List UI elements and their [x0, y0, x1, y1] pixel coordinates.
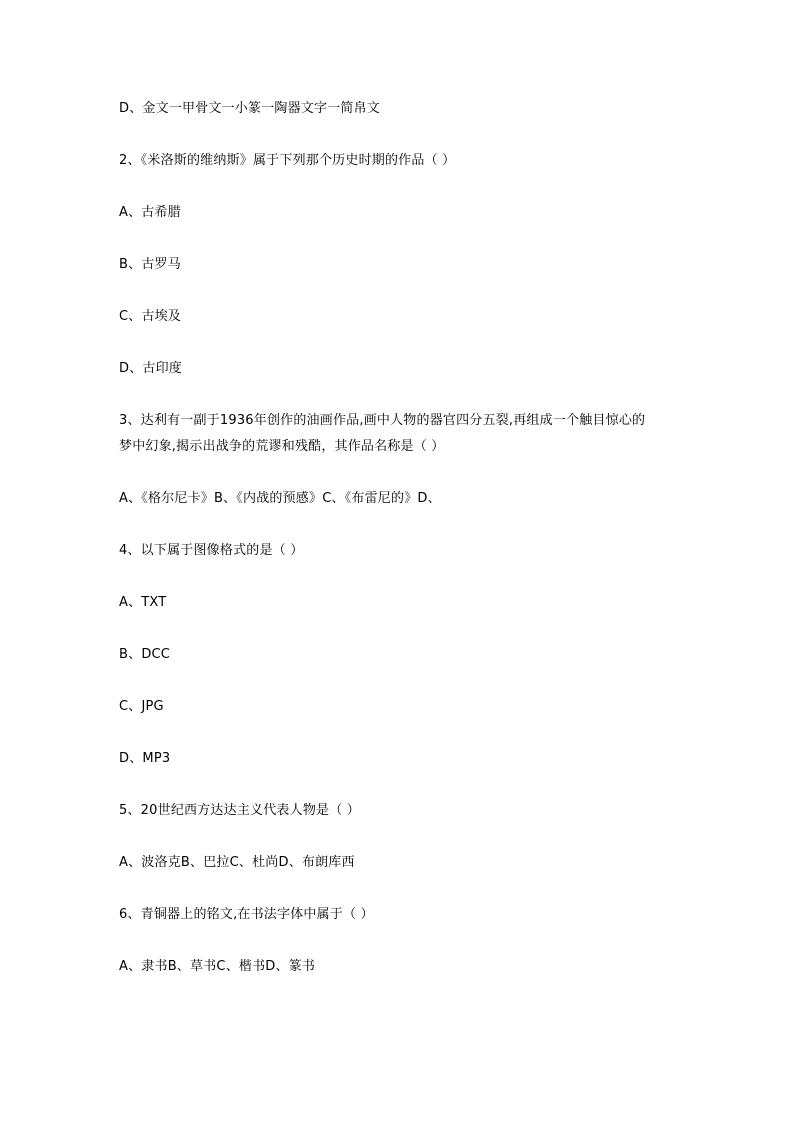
q4-option-b: B、DCC — [119, 647, 171, 662]
q4-option-d: D、MP3 — [119, 751, 171, 766]
question-4: 4、以下属于图像格式的是（ ） — [119, 543, 304, 558]
q6-options: A、隶书B、草书C、楷书D、篆书 — [119, 959, 316, 974]
q1-option-d: D、金文一甲骨文一小篆一陶器文字一简帛文 — [119, 101, 381, 116]
question-3-line-2: 梦中幻象,揭示出战争的荒谬和残酷，其作品名称是（ ） — [119, 439, 445, 454]
question-6: 6、青铜器上的铭文,在书法字体中属于（ ） — [119, 907, 374, 922]
question-5: 5、20世纪西方达达主义代表人物是（ ） — [119, 803, 360, 818]
q4-option-c: C、JPG — [119, 699, 164, 714]
q2-option-c: C、古埃及 — [119, 309, 182, 324]
q5-options: A、波洛克B、巴拉C、杜尚D、布朗库西 — [119, 855, 355, 870]
question-2: 2、《米洛斯的维纳斯》属于下列那个历史时期的作品（ ） — [119, 153, 456, 168]
q2-option-a: A、古希腊 — [119, 205, 181, 220]
q3-options: A、《格尔尼卡》B、《内战的预感》C、《布雷尼的》D、 — [119, 491, 441, 506]
q2-option-b: B、古罗马 — [119, 257, 181, 272]
question-3-line-1: 3、达利有一副于1936年创作的油画作品,画中人物的器官四分五裂,再组成一个触目惊心的 — [119, 413, 646, 428]
q2-option-d: D、古印度 — [119, 361, 183, 376]
q4-option-a: A、TXT — [119, 595, 167, 610]
